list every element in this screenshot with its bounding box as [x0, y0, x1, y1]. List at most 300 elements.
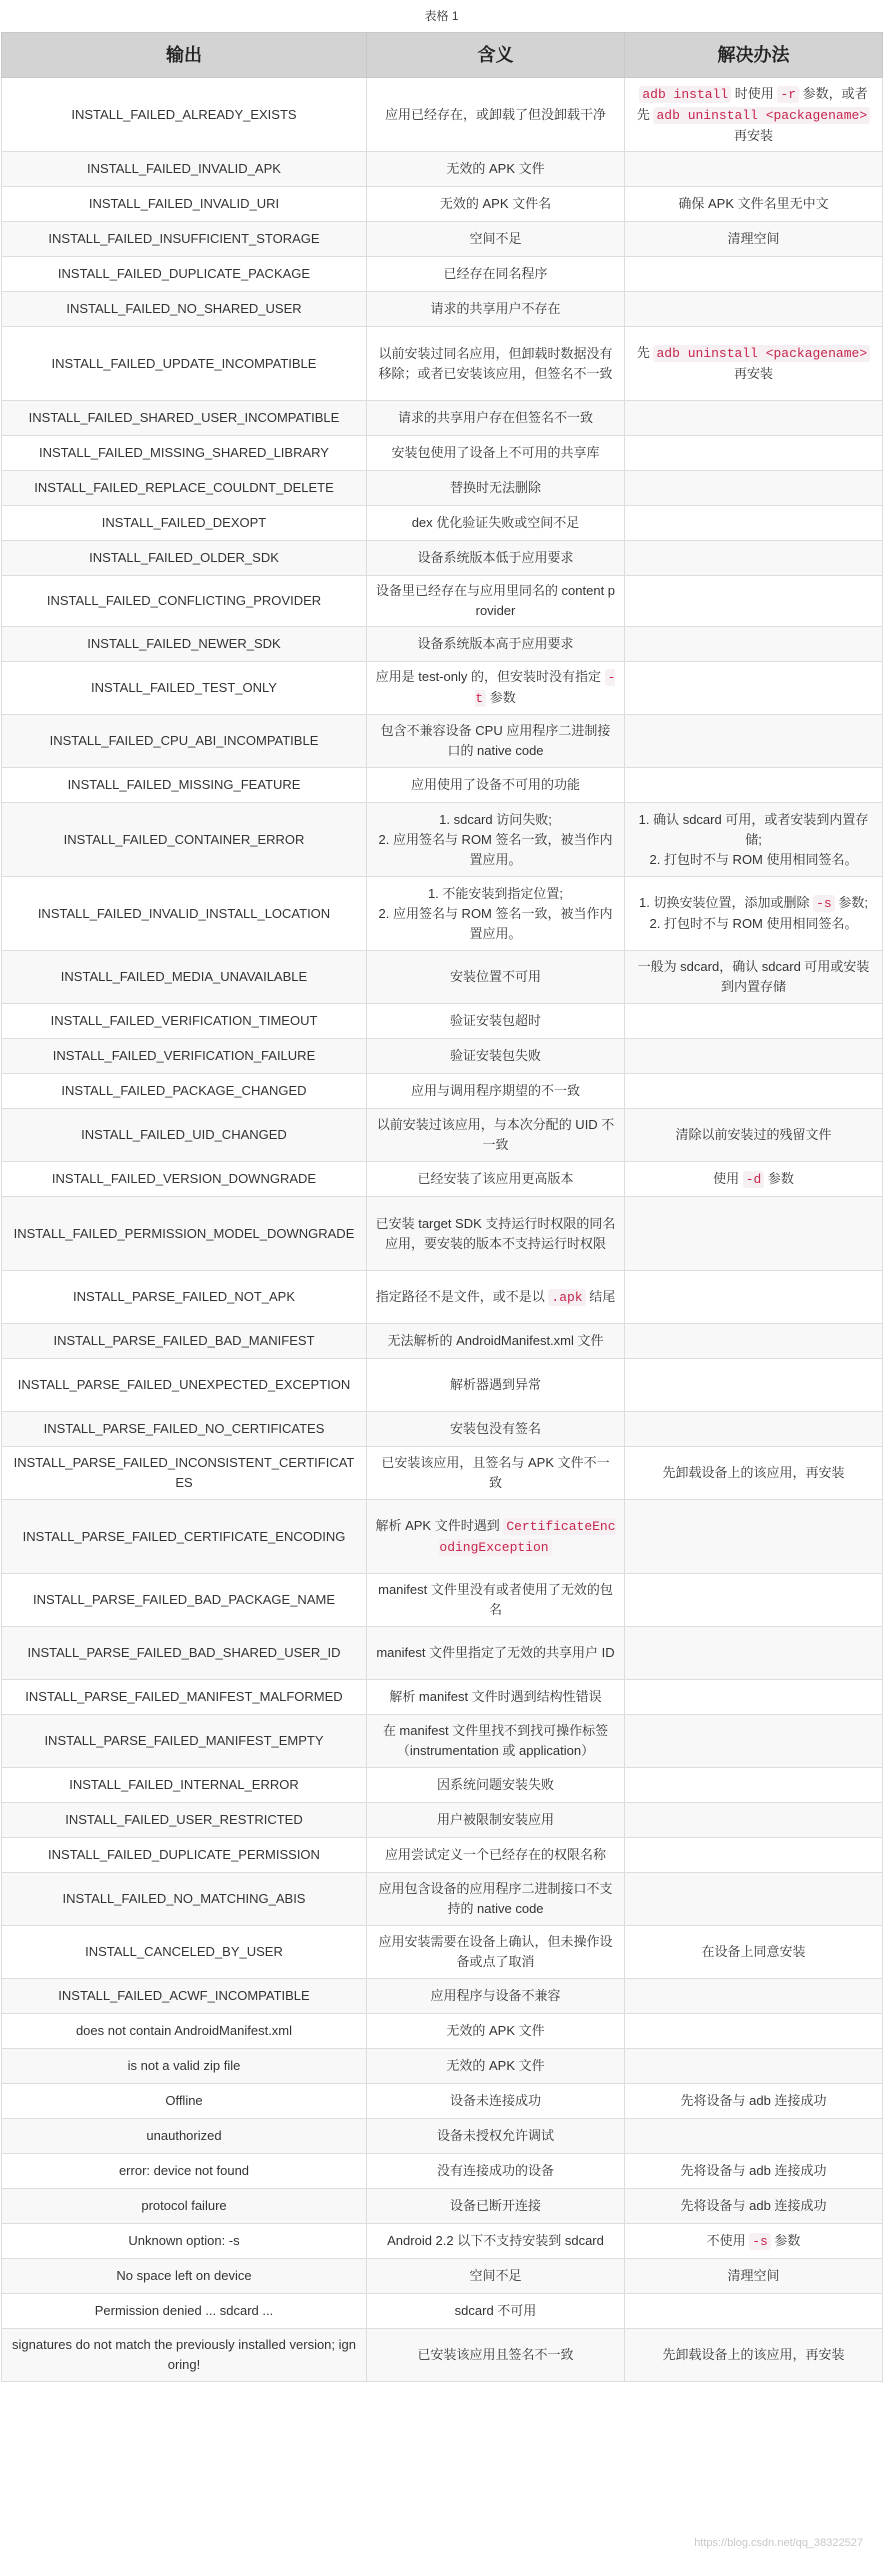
- table-row: [2, 1039, 883, 1074]
- cell-output: INSTALL_FAILED_VERSION_DOWNGRADE: [2, 1162, 367, 1197]
- cell-meaning: [367, 401, 625, 436]
- cell-solution: [625, 1162, 883, 1197]
- table-row: [2, 2119, 883, 2154]
- cell-output: INSTALL_FAILED_INVALID_INSTALL_LOCATION: [2, 877, 367, 951]
- cell-output: INSTALL_FAILED_MISSING_SHARED_LIBRARY: [2, 436, 367, 471]
- inline-code: .apk: [548, 1289, 585, 1306]
- cell-meaning: [367, 2119, 625, 2154]
- table-row: [2, 541, 883, 576]
- cell-output: INSTALL_FAILED_INSUFFICIENT_STORAGE: [2, 222, 367, 257]
- cell-text: 先将设备与 adb 连接成功: [680, 2198, 827, 2213]
- inline-code: -t: [475, 670, 616, 706]
- table-row: [2, 152, 883, 187]
- cell-solution: [625, 2014, 883, 2049]
- cell-text: 安装包没有签名: [449, 1421, 541, 1436]
- cell-output: Permission denied ... sdcard ...: [2, 2294, 367, 2329]
- cell-text: 包含不兼容设备 CPU 应用程序二进制接口的 native code: [380, 723, 611, 758]
- cell-meaning: [367, 2014, 625, 2049]
- cell-meaning: [367, 2189, 625, 2224]
- inline-code: -s: [749, 2233, 771, 2250]
- cell-solution: [625, 187, 883, 222]
- cell-output: INSTALL_FAILED_SHARED_USER_INCOMPATIBLE: [2, 401, 367, 436]
- cell-solution: [625, 1715, 883, 1768]
- cell-text: 时使用: [731, 85, 778, 101]
- inline-code: -s: [813, 895, 835, 912]
- cell-text: 以前安装过同名应用，但卸载时数据没有移除；或者已安装该应用，但签名不一致: [378, 345, 613, 381]
- cell-solution: [625, 1979, 883, 2014]
- cell-meaning: [367, 627, 625, 662]
- cell-output: INSTALL_FAILED_NO_SHARED_USER: [2, 292, 367, 327]
- cell-meaning: [367, 1109, 625, 1162]
- cell-meaning: [367, 2084, 625, 2119]
- cell-text: 应用是 test-only 的，但安装时没有指定: [375, 669, 605, 684]
- cell-solution: [625, 1627, 883, 1680]
- table-row: [2, 877, 883, 951]
- cell-output: INSTALL_FAILED_CONFLICTING_PROVIDER: [2, 576, 367, 627]
- cell-meaning: [367, 78, 625, 152]
- cell-output: INSTALL_CANCELED_BY_USER: [2, 1926, 367, 1979]
- cell-output: INSTALL_FAILED_OLDER_SDK: [2, 541, 367, 576]
- table-row: [2, 2224, 883, 2259]
- cell-meaning: [367, 2224, 625, 2259]
- cell-output: INSTALL_FAILED_DUPLICATE_PERMISSION: [2, 1838, 367, 1873]
- table-row: [2, 292, 883, 327]
- inline-code: CertificateEncodingException: [439, 1518, 616, 1555]
- cell-solution: [625, 1197, 883, 1271]
- table-row: [2, 1004, 883, 1039]
- cell-text: 无效的 APK 文件: [446, 2023, 545, 2038]
- cell-meaning: [367, 2259, 625, 2294]
- cell-text: 应用尝试定义一个已经存在的权限名称: [384, 1847, 606, 1862]
- table-row: [2, 2329, 883, 2382]
- table-row: [2, 1680, 883, 1715]
- cell-meaning: [367, 2294, 625, 2329]
- cell-text: 无法解析的 AndroidManifest.xml 文件: [387, 1333, 604, 1348]
- cell-output: INSTALL_FAILED_INVALID_URI: [2, 187, 367, 222]
- cell-text: 清理空间: [727, 2268, 780, 2283]
- cell-solution: [625, 2084, 883, 2119]
- cell-output: does not contain AndroidManifest.xml: [2, 2014, 367, 2049]
- cell-text: 无效的 APK 文件: [446, 2058, 545, 2073]
- table-row: [2, 257, 883, 292]
- cell-meaning: [367, 803, 625, 877]
- cell-output: Offline: [2, 2084, 367, 2119]
- cell-solution: [625, 576, 883, 627]
- watermark: https://blog.csdn.net/qq_38322527: [694, 2537, 863, 2549]
- cell-text: 安装包使用了设备上不可用的共享库: [391, 445, 600, 460]
- cell-output: INSTALL_FAILED_MISSING_FEATURE: [2, 768, 367, 803]
- table-row: [2, 1412, 883, 1447]
- cell-output: INSTALL_PARSE_FAILED_MANIFEST_MALFORMED: [2, 1680, 367, 1715]
- cell-solution: [625, 2189, 883, 2224]
- cell-output: INSTALL_PARSE_FAILED_MANIFEST_EMPTY: [2, 1715, 367, 1768]
- cell-meaning: [367, 1039, 625, 1074]
- cell-meaning: [367, 1074, 625, 1109]
- cell-output: INSTALL_FAILED_VERIFICATION_TIMEOUT: [2, 1004, 367, 1039]
- cell-meaning: [367, 541, 625, 576]
- cell-solution: [625, 2119, 883, 2154]
- cell-text: 应用使用了设备不可用的功能: [410, 777, 580, 792]
- table-row: [2, 2049, 883, 2084]
- cell-output: INSTALL_FAILED_VERIFICATION_FAILURE: [2, 1039, 367, 1074]
- table-row: [2, 1715, 883, 1768]
- cell-output: INSTALL_PARSE_FAILED_BAD_MANIFEST: [2, 1324, 367, 1359]
- cell-text: 用户被限制安装应用: [436, 1812, 554, 1827]
- cell-solution: [625, 877, 883, 951]
- cell-meaning: [367, 1838, 625, 1873]
- cell-meaning: [367, 1004, 625, 1039]
- cell-meaning: [367, 1412, 625, 1447]
- cell-solution: [625, 1004, 883, 1039]
- cell-output: signatures do not match the previously installed version; ignoring!: [2, 2329, 367, 2382]
- cell-text: 先将设备与 adb 连接成功: [680, 2093, 827, 2108]
- cell-solution: [625, 257, 883, 292]
- cell-meaning: [367, 1271, 625, 1324]
- table-row: [2, 2014, 883, 2049]
- cell-text: 先将设备与 adb 连接成功: [680, 2163, 827, 2178]
- inline-code: -r: [777, 86, 799, 103]
- cell-output: INSTALL_PARSE_FAILED_NOT_APK: [2, 1271, 367, 1324]
- cell-text: 安装位置不可用: [449, 969, 541, 984]
- cell-text: 一般为 sdcard，确认 sdcard 可用或安装到内置存储: [637, 959, 870, 994]
- cell-solution: [625, 768, 883, 803]
- cell-text: 应用包含设备的应用程序二进制接口不支持的 native code: [378, 1881, 613, 1916]
- cell-meaning: [367, 951, 625, 1004]
- cell-output: is not a valid zip file: [2, 2049, 367, 2084]
- cell-text: 已经安装了该应用更高版本: [417, 1171, 574, 1186]
- cell-meaning: [367, 257, 625, 292]
- table-row: [2, 401, 883, 436]
- cell-text: 先卸载设备上的该应用，再安装: [662, 2347, 845, 2362]
- table-row: [2, 1926, 883, 1979]
- table-row: [2, 1803, 883, 1838]
- cell-output: unauthorized: [2, 2119, 367, 2154]
- cell-meaning: [367, 662, 625, 715]
- cell-meaning: [367, 715, 625, 768]
- cell-output: INSTALL_PARSE_FAILED_NO_CERTIFICATES: [2, 1412, 367, 1447]
- cell-output: INSTALL_FAILED_INTERNAL_ERROR: [2, 1768, 367, 1803]
- table-caption: 表格 1: [424, 9, 459, 23]
- cell-text: 清理空间: [727, 231, 780, 246]
- table-row: [2, 2084, 883, 2119]
- inline-code: -d: [743, 1171, 765, 1188]
- cell-solution: [625, 1074, 883, 1109]
- cell-text: 替换时无法删除: [449, 480, 541, 495]
- cell-solution: [625, 662, 883, 715]
- inline-code: adb uninstall <packagename>: [653, 345, 870, 362]
- cell-solution: [625, 436, 883, 471]
- table-row: [2, 951, 883, 1004]
- cell-solution: [625, 1447, 883, 1500]
- table-row: [2, 1979, 883, 2014]
- cell-meaning: [367, 1324, 625, 1359]
- cell-text: 参数，或者先: [636, 85, 868, 122]
- cell-meaning: [367, 436, 625, 471]
- table-row: [2, 1359, 883, 1412]
- cell-text: 清除以前安装过的残留文件: [675, 1127, 832, 1142]
- cell-meaning: [367, 327, 625, 401]
- cell-output: INSTALL_FAILED_DEXOPT: [2, 506, 367, 541]
- cell-meaning: [367, 1627, 625, 1680]
- cell-meaning: [367, 292, 625, 327]
- cell-solution: [625, 1109, 883, 1162]
- table-row: [2, 327, 883, 401]
- table-row: [2, 1873, 883, 1926]
- table-row: [2, 1500, 883, 1574]
- cell-text: manifest 文件里没有或者使用了无效的包名: [378, 1582, 613, 1617]
- cell-meaning: [367, 1715, 625, 1768]
- table-row: [2, 471, 883, 506]
- cell-text: Android 2.2 以下不支持安装到 sdcard: [387, 2233, 604, 2248]
- cell-text: 因系统问题安装失败: [436, 1777, 554, 1792]
- cell-text: 指定路径不是文件，或不是以: [375, 1288, 549, 1304]
- cell-output: INSTALL_PARSE_FAILED_CERTIFICATE_ENCODING: [2, 1500, 367, 1574]
- cell-output: INSTALL_FAILED_REPLACE_COULDNT_DELETE: [2, 471, 367, 506]
- cell-text: 1. sdcard 访问失败; 2. 应用签名与 ROM 签名一致，被当作内置应用。: [378, 811, 613, 867]
- cell-text: 设备里已经存在与应用里同名的 content provider: [375, 583, 616, 618]
- cell-meaning: [367, 1500, 625, 1574]
- error-code-table: [1, 32, 883, 2382]
- cell-text: 参数; 2. 打包时不与 ROM 使用相同签名。: [649, 895, 868, 931]
- table-row: [2, 1574, 883, 1627]
- cell-meaning: [367, 1803, 625, 1838]
- cell-output: INSTALL_FAILED_NO_MATCHING_ABIS: [2, 1873, 367, 1926]
- cell-text: 应用安装需要在设备上确认，但未操作设备或点了取消: [378, 1934, 613, 1969]
- cell-text: 空间不足: [469, 2268, 522, 2283]
- cell-solution: [625, 541, 883, 576]
- table-body: [2, 78, 883, 2382]
- cell-meaning: [367, 152, 625, 187]
- cell-text: 1. 确认 sdcard 可用，或者安装到内置存储; 2. 打包时不与 ROM 使用相同签名。: [638, 811, 869, 867]
- cell-output: INSTALL_FAILED_UID_CHANGED: [2, 1109, 367, 1162]
- cell-solution: [625, 1039, 883, 1074]
- cell-text: 没有连接成功的设备: [436, 2163, 554, 2178]
- cell-text: 无效的 APK 文件: [446, 161, 545, 176]
- table-row: [2, 768, 883, 803]
- cell-text: 使用: [713, 1170, 743, 1186]
- cell-text: 设备未授权允许调试: [436, 2128, 554, 2143]
- cell-meaning: [367, 1197, 625, 1271]
- table-row: [2, 662, 883, 715]
- cell-solution: [625, 2049, 883, 2084]
- cell-output: Unknown option: -s: [2, 2224, 367, 2259]
- cell-text: 设备已断开连接: [449, 2198, 541, 2213]
- cell-text: 1. 切换安装位置，添加或删除: [639, 895, 814, 910]
- cell-text: 解析 manifest 文件时遇到结构性错误: [389, 1689, 602, 1704]
- cell-meaning: [367, 1680, 625, 1715]
- table-row: [2, 187, 883, 222]
- table-row: [2, 2259, 883, 2294]
- cell-meaning: [367, 187, 625, 222]
- cell-meaning: [367, 1873, 625, 1926]
- cell-solution: [625, 1803, 883, 1838]
- table-row: [2, 1074, 883, 1109]
- cell-solution: [625, 803, 883, 877]
- cell-text: 参数: [486, 690, 516, 705]
- cell-text: 1. 不能安装到指定位置; 2. 应用签名与 ROM 签名一致，被当作内置应用。: [378, 885, 613, 941]
- table-row: [2, 222, 883, 257]
- table-row: [2, 2189, 883, 2224]
- cell-solution: [625, 222, 883, 257]
- cell-text: 以前安装过该应用，与本次分配的 UID 不一致: [376, 1117, 615, 1152]
- cell-text: 验证安装包失败: [449, 1048, 541, 1063]
- cell-text: 再安装: [733, 366, 773, 381]
- table-row: [2, 436, 883, 471]
- cell-text: 确保 APK 文件名里无中文: [678, 196, 829, 211]
- cell-meaning: [367, 2154, 625, 2189]
- table-row: [2, 506, 883, 541]
- cell-text: 应用与调用程序期望的不一致: [410, 1083, 580, 1098]
- cell-text: sdcard 不可用: [454, 2303, 537, 2318]
- cell-text: manifest 文件里指定了无效的共享用户 ID: [376, 1645, 615, 1660]
- cell-output: INSTALL_FAILED_INVALID_APK: [2, 152, 367, 187]
- table-row: [2, 803, 883, 877]
- cell-solution: [625, 1926, 883, 1979]
- header-meaning: 含义: [367, 33, 625, 78]
- cell-output: INSTALL_FAILED_MEDIA_UNAVAILABLE: [2, 951, 367, 1004]
- cell-meaning: [367, 1162, 625, 1197]
- cell-output: INSTALL_FAILED_UPDATE_INCOMPATIBLE: [2, 327, 367, 401]
- cell-text: 参数: [770, 2232, 801, 2248]
- cell-solution: [625, 715, 883, 768]
- cell-meaning: [367, 1359, 625, 1412]
- cell-meaning: [367, 576, 625, 627]
- table-header-row: [2, 33, 883, 78]
- cell-text: 在设备上同意安装: [701, 1944, 806, 1959]
- cell-solution: [625, 2259, 883, 2294]
- cell-text: 在 manifest 文件里找不到找可操作标签（instrumentation 或 application）: [382, 1723, 609, 1758]
- cell-text: 不使用: [706, 2232, 750, 2248]
- cell-solution: [625, 2329, 883, 2382]
- cell-output: INSTALL_PARSE_FAILED_UNEXPECTED_EXCEPTION: [2, 1359, 367, 1412]
- cell-output: INSTALL_FAILED_ALREADY_EXISTS: [2, 78, 367, 152]
- cell-text: 验证安装包超时: [449, 1013, 541, 1028]
- table-row: [2, 78, 883, 152]
- table-row: [2, 1768, 883, 1803]
- table-row: [2, 1271, 883, 1324]
- cell-solution: [625, 1574, 883, 1627]
- cell-text: 先: [636, 345, 654, 360]
- cell-text: 应用已经存在，或卸载了但没卸载干净: [384, 106, 606, 122]
- table-row: [2, 1109, 883, 1162]
- cell-solution: [625, 1271, 883, 1324]
- cell-text: 已安装该应用，且签名与 APK 文件不一致: [381, 1455, 610, 1490]
- cell-text: 解析器遇到异常: [449, 1377, 541, 1392]
- cell-solution: [625, 327, 883, 401]
- cell-text: 请求的共享用户不存在: [430, 301, 561, 316]
- cell-meaning: [367, 471, 625, 506]
- table-row: [2, 1162, 883, 1197]
- inline-code: adb install: [639, 86, 731, 103]
- cell-meaning: [367, 1768, 625, 1803]
- cell-meaning: [367, 506, 625, 541]
- cell-solution: [625, 401, 883, 436]
- cell-solution: [625, 1838, 883, 1873]
- cell-text: 已安装 target SDK 支持运行时权限的同名应用，要安装的版本不支持运行时权限: [375, 1215, 616, 1251]
- cell-output: error: device not found: [2, 2154, 367, 2189]
- cell-output: INSTALL_FAILED_DUPLICATE_PACKAGE: [2, 257, 367, 292]
- cell-solution: [625, 506, 883, 541]
- cell-text: 已经存在同名程序: [443, 266, 548, 281]
- cell-solution: [625, 1359, 883, 1412]
- cell-solution: [625, 2294, 883, 2329]
- cell-meaning: [367, 1447, 625, 1500]
- header-output: 输出: [2, 33, 367, 78]
- table-row: [2, 2294, 883, 2329]
- table-row: [2, 1627, 883, 1680]
- header-solution: 解决办法: [625, 33, 883, 78]
- cell-text: 无效的 APK 文件名: [439, 196, 552, 211]
- cell-solution: [625, 627, 883, 662]
- cell-meaning: [367, 768, 625, 803]
- cell-output: INSTALL_PARSE_FAILED_INCONSISTENT_CERTIFICATES: [2, 1447, 367, 1500]
- cell-output: INSTALL_FAILED_TEST_ONLY: [2, 662, 367, 715]
- table-row: [2, 2154, 883, 2189]
- cell-solution: [625, 1324, 883, 1359]
- cell-solution: [625, 1412, 883, 1447]
- cell-output: INSTALL_FAILED_PERMISSION_MODEL_DOWNGRADE: [2, 1197, 367, 1271]
- cell-output: INSTALL_PARSE_FAILED_BAD_PACKAGE_NAME: [2, 1574, 367, 1627]
- cell-solution: [625, 152, 883, 187]
- cell-solution: [625, 78, 883, 152]
- cell-solution: [625, 1500, 883, 1574]
- cell-meaning: [367, 2049, 625, 2084]
- table-row: [2, 1197, 883, 1271]
- cell-meaning: [367, 222, 625, 257]
- cell-solution: [625, 471, 883, 506]
- cell-text: dex 优化验证失败或空间不足: [411, 515, 580, 530]
- cell-text: 参数: [764, 1170, 794, 1186]
- cell-text: 先卸载设备上的该应用，再安装: [662, 1465, 845, 1480]
- cell-output: INSTALL_FAILED_CPU_ABI_INCOMPATIBLE: [2, 715, 367, 768]
- cell-text: 空间不足: [469, 231, 522, 246]
- table-row: [2, 576, 883, 627]
- table-row: [2, 1324, 883, 1359]
- cell-output: No space left on device: [2, 2259, 367, 2294]
- cell-solution: [625, 1768, 883, 1803]
- cell-text: 已安装该应用且签名不一致: [417, 2347, 574, 2362]
- cell-text: 设备未连接成功: [449, 2093, 541, 2108]
- cell-meaning: [367, 2329, 625, 2382]
- table-row: [2, 627, 883, 662]
- cell-output: INSTALL_FAILED_NEWER_SDK: [2, 627, 367, 662]
- cell-solution: [625, 2154, 883, 2189]
- cell-solution: [625, 1873, 883, 1926]
- cell-solution: [625, 292, 883, 327]
- cell-meaning: [367, 1979, 625, 2014]
- cell-text: 请求的共享用户存在但签名不一致: [397, 410, 593, 425]
- cell-meaning: [367, 1926, 625, 1979]
- cell-text: 设备系统版本高于应用要求: [417, 636, 574, 651]
- cell-solution: [625, 1680, 883, 1715]
- table-row: [2, 1838, 883, 1873]
- inline-code: adb uninstall <packagename>: [653, 107, 870, 124]
- cell-text: 结尾: [585, 1288, 616, 1304]
- table-row: [2, 715, 883, 768]
- cell-output: INSTALL_FAILED_ACWF_INCOMPATIBLE: [2, 1979, 367, 2014]
- cell-output: INSTALL_FAILED_CONTAINER_ERROR: [2, 803, 367, 877]
- cell-text: 应用程序与设备不兼容: [430, 1988, 561, 2003]
- cell-meaning: [367, 1574, 625, 1627]
- cell-output: INSTALL_FAILED_PACKAGE_CHANGED: [2, 1074, 367, 1109]
- cell-text: 解析 APK 文件时遇到: [375, 1517, 504, 1533]
- cell-text: 设备系统版本低于应用要求: [417, 550, 574, 565]
- cell-meaning: [367, 877, 625, 951]
- cell-output: INSTALL_PARSE_FAILED_BAD_SHARED_USER_ID: [2, 1627, 367, 1680]
- cell-output: INSTALL_FAILED_USER_RESTRICTED: [2, 1803, 367, 1838]
- cell-output: protocol failure: [2, 2189, 367, 2224]
- table-row: [2, 1447, 883, 1500]
